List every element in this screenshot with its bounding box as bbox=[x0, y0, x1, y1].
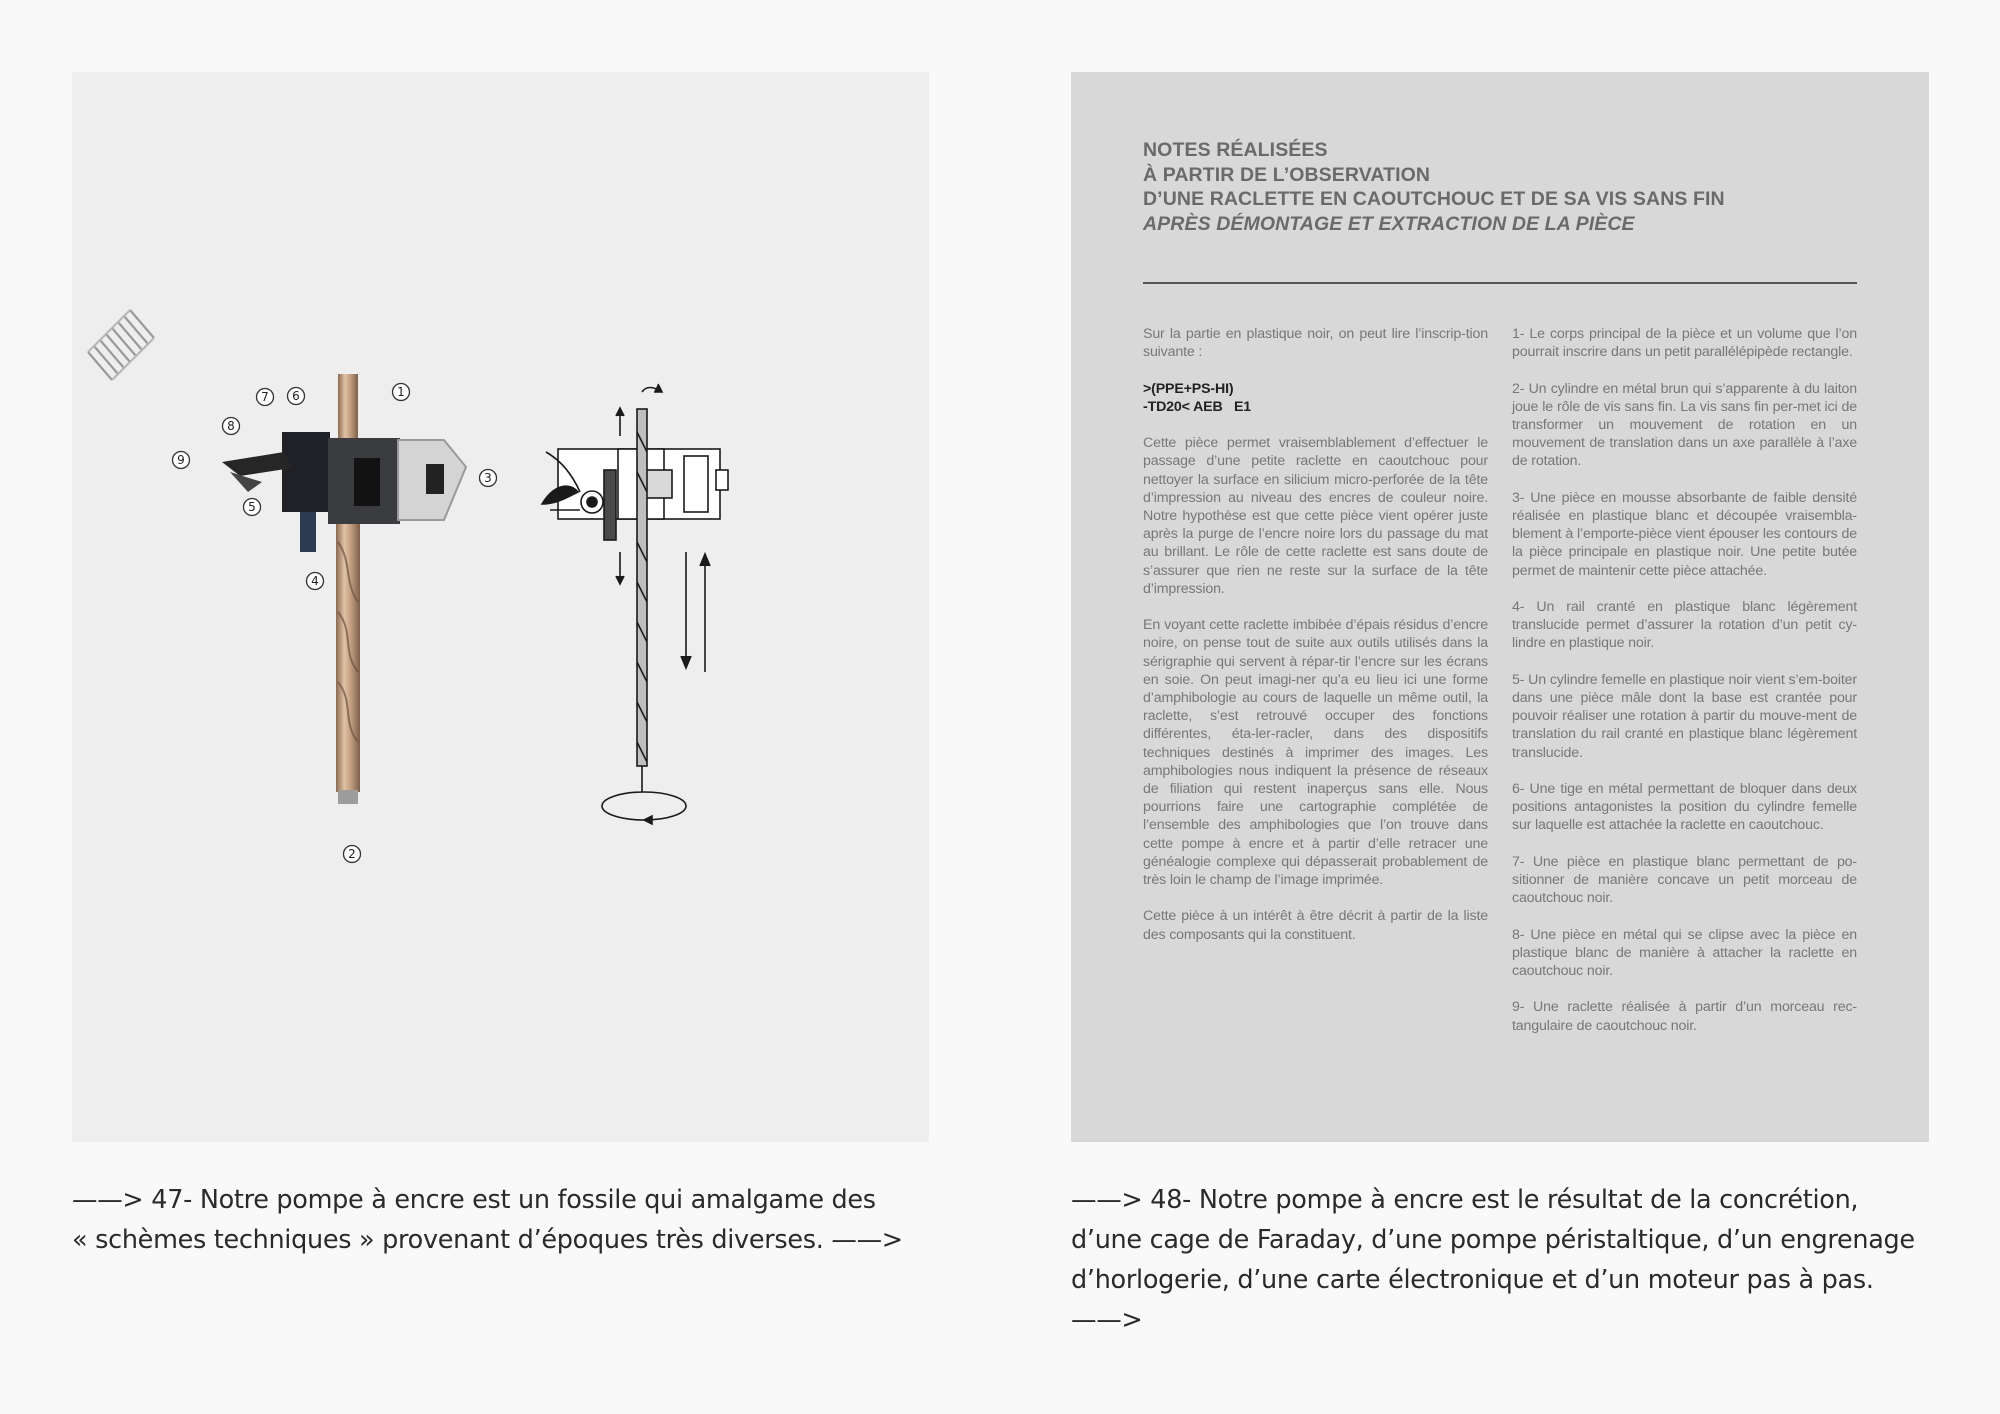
component-note: 4- Un rail cranté en plastique blanc légèrement translucide permet d’assurer la rotation d’un petit cy-lindre en plastique noir. bbox=[1512, 599, 1857, 652]
svg-text:3: 3 bbox=[484, 471, 492, 485]
callout-5 bbox=[244, 499, 261, 516]
caption-line: « schèmes techniques » provenant d’époques très diverses. ——> bbox=[72, 1225, 903, 1255]
callout-4 bbox=[307, 573, 324, 590]
caption-48 bbox=[1071, 1180, 1961, 1340]
inscription-line bbox=[1143, 398, 1488, 416]
notes-heading bbox=[1143, 138, 1843, 236]
svg-text:8: 8 bbox=[227, 419, 235, 433]
inscription-suffix: E1 bbox=[1233, 398, 1252, 415]
callout-7 bbox=[257, 389, 274, 406]
callout-1 bbox=[393, 384, 410, 401]
caption-line: d’horlogerie, d’une carte électronique et d’un moteur pas à pas. bbox=[1071, 1265, 1874, 1295]
caption-line: ——> 47- Notre pompe à encre est un fossile qui amalgame des bbox=[72, 1185, 876, 1215]
spring-icon bbox=[88, 310, 154, 380]
caption-line: ——> 48- Notre pompe à encre est le résultat de la concrétion, bbox=[1071, 1185, 1859, 1215]
ink-pump-illustration bbox=[72, 72, 929, 1142]
heading-subtitle: APRÈS DÉMONTAGE ET EXTRACTION DE LA PIÈCE bbox=[1143, 212, 1635, 235]
photo-plate bbox=[72, 72, 929, 1142]
notes-right-column bbox=[1512, 325, 1857, 1053]
svg-text:1: 1 bbox=[397, 385, 405, 399]
component-note: 1- Le corps principal de la pièce et un volume que l’on pourrait inscrire dans un petit parallélépipède rectangle. bbox=[1512, 326, 1857, 361]
svg-text:9: 9 bbox=[177, 453, 185, 467]
svg-text:5: 5 bbox=[248, 500, 256, 514]
body-paragraph: En voyant cette raclette imbibée d’épais résidus d’encre noire, on pense tout de suite aux outils utilisés dans la sérigraphie qui servent à répar-tir l’encre sur les écrans en soie. On peut imagi-ner qu’a eu lieu ici une forme d’amphibologie au cours de laquelle un même outil, la raclette, s’est retrouvé occuper des fonctions différentes, éta-ler-racler, dans des dispositifs techniques destinés à imprimer des images. Les amphibologies nous indiquent la présence de réseaux de filiation qui restent inaperçus sans elle. Nous pourrions faire une cartographie complétée de l’ensemble des amphibologies que l’on trouve dans cette pompe à encre et à partir d’elle retracer une généalogie complexe qui dépasserait probablement de très loin le champ de l’image imprimée. bbox=[1143, 617, 1488, 889]
body-paragraph: Cette pièce à un intérêt à être décrit à partir de la liste des composants qui la constituent. bbox=[1143, 908, 1488, 943]
heading-line: À PARTIR DE L’OBSERVATION bbox=[1143, 163, 1431, 186]
caption-line: d’une cage de Faraday, d’une pompe péristaltique, d’un engrenage bbox=[1071, 1225, 1915, 1255]
heading-line: NOTES RÉALISÉES bbox=[1143, 139, 1328, 161]
component-note: 5- Un cylindre femelle en plastique noir vient s’em-boiter dans une pièce mâle dont la base est crantée pour pouvoir réaliser une rotation à partir du mouve-ment de translation du rail cranté en plastique blanc légèrement translucide. bbox=[1512, 671, 1857, 761]
svg-text:2: 2 bbox=[348, 847, 356, 861]
heading-divider bbox=[1143, 282, 1857, 284]
callout-2 bbox=[344, 846, 361, 863]
body-paragraph: Cette pièce permet vraisemblablement d’effectuer le passage d’une petite raclette en caoutchouc pour nettoyer la surface en silicium micro-perforée de la tête d’impression au niveau des encres de couleur noire. Notre hypothèse est que cette pièce vient opérer juste après la purge de l’encre noire lors du passage du mat au brillant. Le rôle de cette raclette est sans doute de s’assurer que rien ne reste sur la surface de la tête d’impression. bbox=[1143, 435, 1488, 597]
callout-6 bbox=[288, 388, 305, 405]
component-note: 8- Une pièce en métal qui se clipse avec la pièce en plastique blanc de manière à attacher la raclette en caoutchouc noir. bbox=[1512, 926, 1857, 979]
inscription bbox=[1143, 380, 1488, 416]
inscription-code: -TD20< AEB bbox=[1143, 398, 1223, 415]
component-note: 2- Un cylindre en métal brun qui s’apparente à du laiton joue le rôle de vis sans fin. La vis sans fin per-met ici de transformer un mouvement de rotation en un mouvement de translation dans un axe parallèle à l’axe de rotation. bbox=[1512, 380, 1857, 470]
component-note: 6- Une tige en métal permettant de bloquer dans deux positions antagonistes la position du cylindre femelle sur laquelle est attachée la raclette en caoutchouc. bbox=[1512, 781, 1857, 834]
notes-plate bbox=[1071, 72, 1929, 1142]
intro-paragraph: Sur la partie en plastique noir, on peut lire l’inscrip-tion suivante : bbox=[1143, 326, 1488, 361]
callout-9 bbox=[173, 452, 190, 469]
callout-3 bbox=[480, 470, 497, 487]
svg-text:4: 4 bbox=[311, 574, 319, 588]
component-note: 9- Une raclette réalisée à partir d’un morceau rec-tangulaire de caoutchouc noir. bbox=[1512, 999, 1857, 1034]
caption-47 bbox=[72, 1180, 952, 1260]
callout-8 bbox=[223, 418, 240, 435]
svg-text:7: 7 bbox=[261, 390, 269, 404]
mechanism-diagram bbox=[542, 384, 728, 824]
svg-text:6: 6 bbox=[292, 389, 300, 403]
caption-line: ——> bbox=[1071, 1305, 1143, 1335]
component-note: 7- Une pièce en plastique blanc permettant de po-sitionner de manière concave un petit morceau de caoutchouc noir. bbox=[1512, 853, 1857, 907]
inscription-line: >(PPE+PS-HI) bbox=[1143, 380, 1234, 397]
notes-left-column bbox=[1143, 325, 1488, 962]
component-note: 3- Une pièce en mousse absorbante de faible densité réalisée en plastique blanc et découpée vraisembla-blement à l’emporte-pièce vient épouser les contours de la pièce principale en plastique noir. Une petite butée permet de maintenir cette pièce attachée. bbox=[1512, 489, 1857, 579]
heading-line: D’UNE RACLETTE EN CAOUTCHOUC ET DE SA VIS SANS FIN bbox=[1143, 188, 1725, 210]
